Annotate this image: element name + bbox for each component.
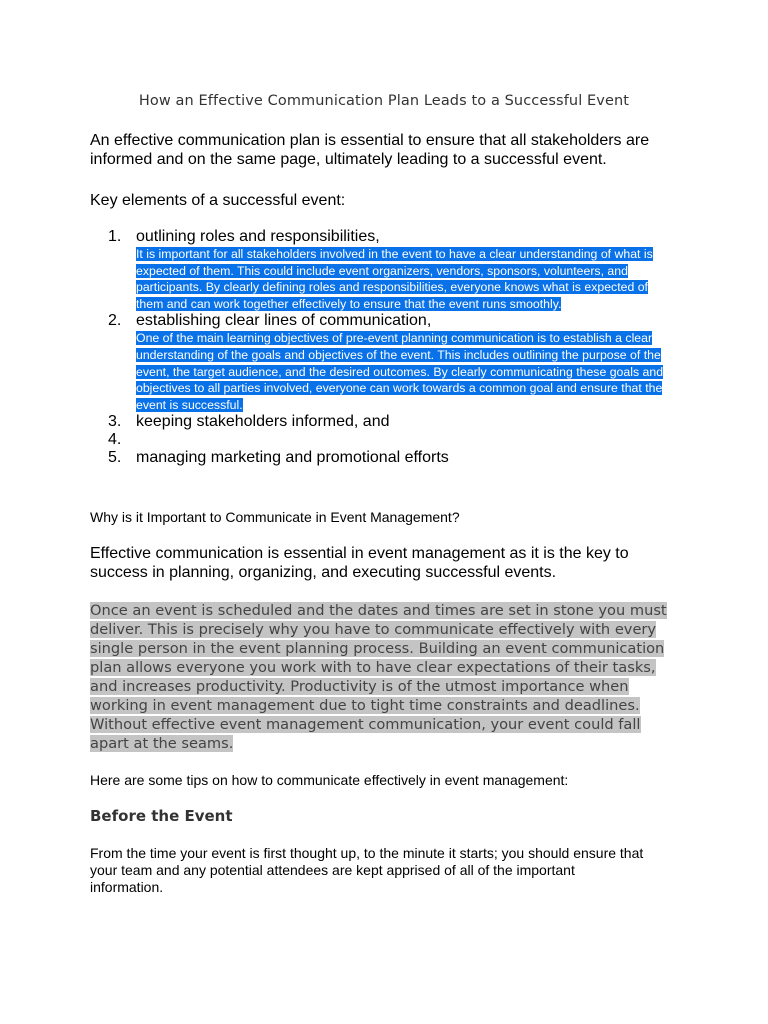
tips-intro: Here are some tips on how to communicate effectively in event management: xyxy=(90,772,569,788)
selected-text[interactable]: It is important for all stakeholders involved in the event to have a clear understanding of what is expected of them. This could include event organizers, vendors, sponsors, volunteers, and participants. By clearly defining roles and responsibilities, everyone knows what is expected of them and can work together effectively to ensure that the event runs smoothly. xyxy=(136,247,653,311)
list-number: 1. xyxy=(108,228,122,245)
numbered-list xyxy=(0,228,768,467)
list-item xyxy=(0,312,768,413)
selected-text[interactable]: One of the main learning objectives of pre-event planning communication is to establish a clear understanding of the goals and objectives of the event. This includes outlining the purpose of the event, the target audience, and the desired outcomes. By clearly communicating these goals and objectives to all parties involved, everyone can work towards a common goal and ensure that the event is successful. xyxy=(136,331,664,412)
highlighted-text: Once an event is scheduled and the dates and times are set in stone you must deliver. This is precisely why you have to communicate effectively with every single person in the event planning process. Building an event communication plan allows everyone you work with to have clear expectations of their tasks, and increases productivity. Productivity is of the utmost importance when working in event management due to tight time constraints and deadlines. Without effective event management communication, your event could fall apart at the seams. xyxy=(90,602,667,752)
key-elements-heading: Key elements of a successful event: xyxy=(90,192,346,209)
list-number: 2. xyxy=(108,312,122,330)
effective-paragraph: Effective communication is essential in event management as it is the key to success in planning, organizing, and executing successful events. xyxy=(90,545,629,581)
list-item-text: managing marketing and promotional efforts xyxy=(136,449,449,467)
list-item xyxy=(0,413,768,431)
list-item xyxy=(0,449,768,467)
selected-text-block[interactable] xyxy=(136,330,672,413)
list-number: 5. xyxy=(108,449,122,467)
why-heading: Why is it Important to Communicate in Event Management? xyxy=(90,509,460,525)
intro-paragraph: An effective communication plan is essential to ensure that all stakeholders are informed and on the same page, ultimately leading to a successful event. xyxy=(90,132,650,168)
list-number: 4. xyxy=(108,431,122,449)
list-item-text: establishing clear lines of communication, xyxy=(136,312,432,330)
highlighted-paragraph xyxy=(90,601,680,753)
before-event-paragraph: From the time your event is first thought up, to the minute it starts; you should ensure that your team and any potential attendees are kept apprised of all of the important information. xyxy=(90,845,644,895)
selected-text-block[interactable] xyxy=(136,246,672,312)
before-event-heading: Before the Event xyxy=(90,807,233,825)
list-number: 3. xyxy=(108,413,122,431)
list-item xyxy=(0,431,768,449)
document-title: How an Effective Communication Plan Leads to a Successful Event xyxy=(138,93,630,109)
list-item-text xyxy=(136,431,676,449)
list-item-text: keeping stakeholders informed, and xyxy=(136,413,390,431)
list-item xyxy=(0,228,768,312)
list-item-text: outlining roles and responsibilities, xyxy=(136,228,380,245)
